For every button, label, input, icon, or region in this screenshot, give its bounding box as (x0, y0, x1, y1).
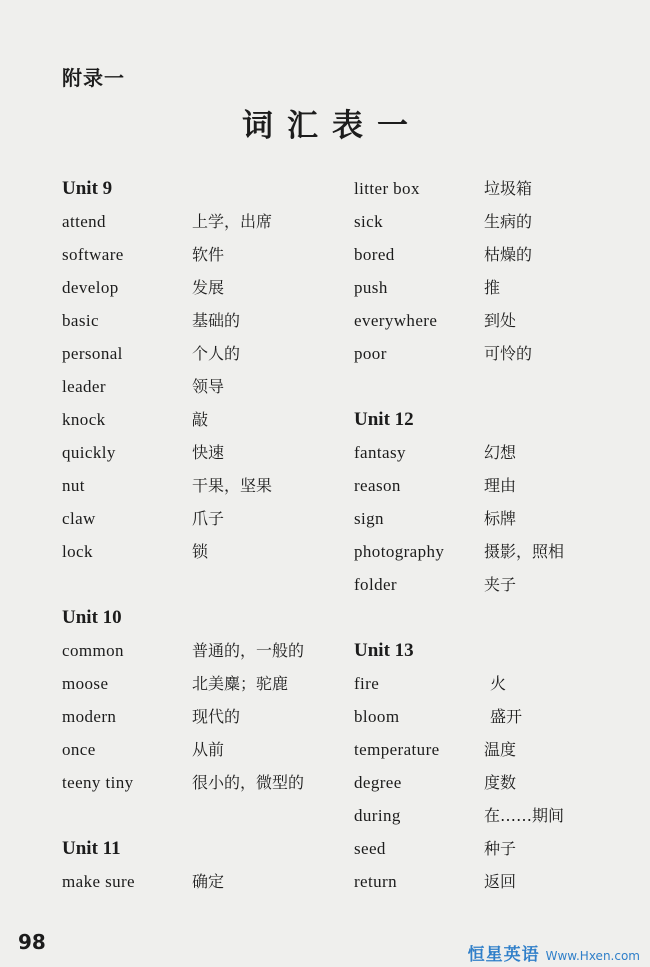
english-word: lock (62, 542, 93, 561)
unit-heading: Unit 11 (62, 838, 121, 859)
chinese-meaning: 火 (490, 674, 507, 693)
vocab-entry (354, 766, 624, 799)
chinese-meaning: 很小的，微型的 (192, 773, 305, 792)
vocab-entry (354, 304, 624, 337)
chinese-meaning: 普通的，一般的 (192, 641, 305, 660)
vocab-entry (354, 205, 624, 238)
vocab-entry (62, 700, 332, 733)
chinese-meaning: 发展 (192, 278, 225, 297)
site-watermark[interactable] (468, 940, 640, 965)
english-word: develop (62, 278, 119, 297)
english-word: seed (354, 839, 386, 858)
chinese-meaning: 软件 (192, 245, 225, 264)
chinese-meaning: 现代的 (192, 707, 241, 726)
chinese-meaning: 从前 (192, 740, 225, 759)
english-word: attend (62, 212, 106, 231)
english-word: bloom (354, 707, 400, 726)
english-word: photography (354, 542, 445, 561)
english-word: modern (62, 707, 117, 726)
english-word: fantasy (354, 443, 406, 462)
chinese-meaning: 领导 (192, 377, 225, 396)
chinese-meaning: 摄影，照相 (484, 542, 565, 561)
vocab-entry (354, 667, 624, 700)
spacer (354, 601, 624, 634)
vocab-entry (354, 568, 624, 601)
chinese-meaning: 度数 (484, 773, 517, 792)
english-word: folder (354, 575, 397, 594)
english-word: moose (62, 674, 109, 693)
english-word: bored (354, 245, 395, 264)
chinese-meaning: 返回 (484, 872, 517, 891)
vocab-entry (62, 865, 332, 898)
english-word: basic (62, 311, 99, 330)
vocab-entry (62, 766, 332, 799)
vocab-entry (354, 337, 624, 370)
watermark-brand: 恒星英语 (467, 945, 540, 965)
vocab-entry (62, 370, 332, 403)
english-word: return (354, 872, 397, 891)
chinese-meaning: 夹子 (484, 575, 517, 594)
english-word: knock (62, 410, 106, 429)
vocab-entry (62, 634, 332, 667)
left-column (62, 172, 332, 898)
vocab-entry (62, 337, 332, 370)
vocab-entry (354, 271, 624, 304)
vocab-entry (62, 271, 332, 304)
english-word: software (62, 245, 124, 264)
vocab-entry (62, 403, 332, 436)
chinese-meaning: 垃圾箱 (484, 179, 533, 198)
english-word: fire (354, 674, 380, 693)
vocab-entry (354, 865, 624, 898)
right-column (354, 172, 624, 898)
english-word: make sure (62, 872, 135, 891)
chinese-meaning: 敲 (192, 410, 209, 429)
english-word: degree (354, 773, 402, 792)
vocab-entry (354, 799, 624, 832)
chinese-meaning: 干果，坚果 (192, 476, 273, 495)
english-word: sick (354, 212, 383, 231)
vocab-entry (62, 304, 332, 337)
vocab-entry (62, 502, 332, 535)
vocab-entry (354, 172, 624, 205)
vocab-entry (62, 733, 332, 766)
vocab-entry (354, 502, 624, 535)
unit-heading: Unit 12 (354, 409, 414, 430)
chinese-meaning: 爪子 (192, 509, 225, 528)
chinese-meaning: 枯燥的 (484, 245, 533, 264)
vocab-entry (354, 832, 624, 865)
unit-heading: Unit 9 (62, 178, 113, 199)
english-word: personal (62, 344, 123, 363)
vocab-entry (354, 733, 624, 766)
vocab-entry (354, 238, 624, 271)
chinese-meaning: 个人的 (192, 344, 241, 363)
chinese-meaning: 盛开 (490, 707, 523, 726)
page-number: 98 (18, 930, 46, 954)
english-word: common (62, 641, 124, 660)
english-word: poor (354, 344, 387, 363)
vocab-entry (354, 469, 624, 502)
vocab-entry (62, 667, 332, 700)
page-title: 词汇表一 (242, 108, 422, 144)
english-word: litter box (354, 179, 420, 198)
vocab-entry (354, 436, 624, 469)
unit-heading: Unit 13 (354, 640, 414, 661)
english-word: quickly (62, 443, 116, 462)
vocab-entry (62, 238, 332, 271)
spacer (354, 370, 624, 403)
chinese-meaning: 上学，出席 (192, 212, 273, 231)
chinese-meaning: 幻想 (484, 443, 517, 462)
vocab-entry (62, 535, 332, 568)
vocab-entry (354, 700, 624, 733)
chinese-meaning: 北美麋；驼鹿 (192, 674, 289, 693)
vocab-entry (62, 469, 332, 502)
chinese-meaning: 快速 (192, 443, 225, 462)
chinese-meaning: 到处 (484, 311, 517, 330)
chinese-meaning: 标牌 (484, 509, 517, 528)
english-word: temperature (354, 740, 440, 759)
chinese-meaning: 生病的 (484, 212, 533, 231)
english-word: reason (354, 476, 401, 495)
chinese-meaning: 温度 (484, 740, 517, 759)
chinese-meaning: 锁 (192, 542, 209, 561)
watermark-url[interactable]: Www.Hxen.com (545, 949, 640, 963)
vocab-entry (62, 436, 332, 469)
chinese-meaning: 推 (484, 278, 501, 297)
vocab-entry (354, 535, 624, 568)
english-word: leader (62, 377, 106, 396)
english-word: during (354, 806, 401, 825)
english-word: everywhere (354, 311, 438, 330)
chinese-meaning: 种子 (484, 839, 517, 858)
chinese-meaning: 基础的 (192, 311, 241, 330)
spacer (62, 568, 332, 601)
unit-heading: Unit 10 (62, 607, 122, 628)
english-word: teeny tiny (62, 773, 134, 792)
english-word: push (354, 278, 388, 297)
english-word: claw (62, 509, 96, 528)
english-word: nut (62, 476, 85, 495)
spacer (62, 799, 332, 832)
chinese-meaning: 可怜的 (484, 344, 533, 363)
chinese-meaning: 在……期间 (484, 806, 565, 825)
chinese-meaning: 理由 (484, 476, 517, 495)
english-word: once (62, 740, 96, 759)
english-word: sign (354, 509, 384, 528)
chinese-meaning: 确定 (192, 872, 225, 891)
appendix-label: 附录一 (62, 66, 125, 90)
vocab-entry (62, 205, 332, 238)
